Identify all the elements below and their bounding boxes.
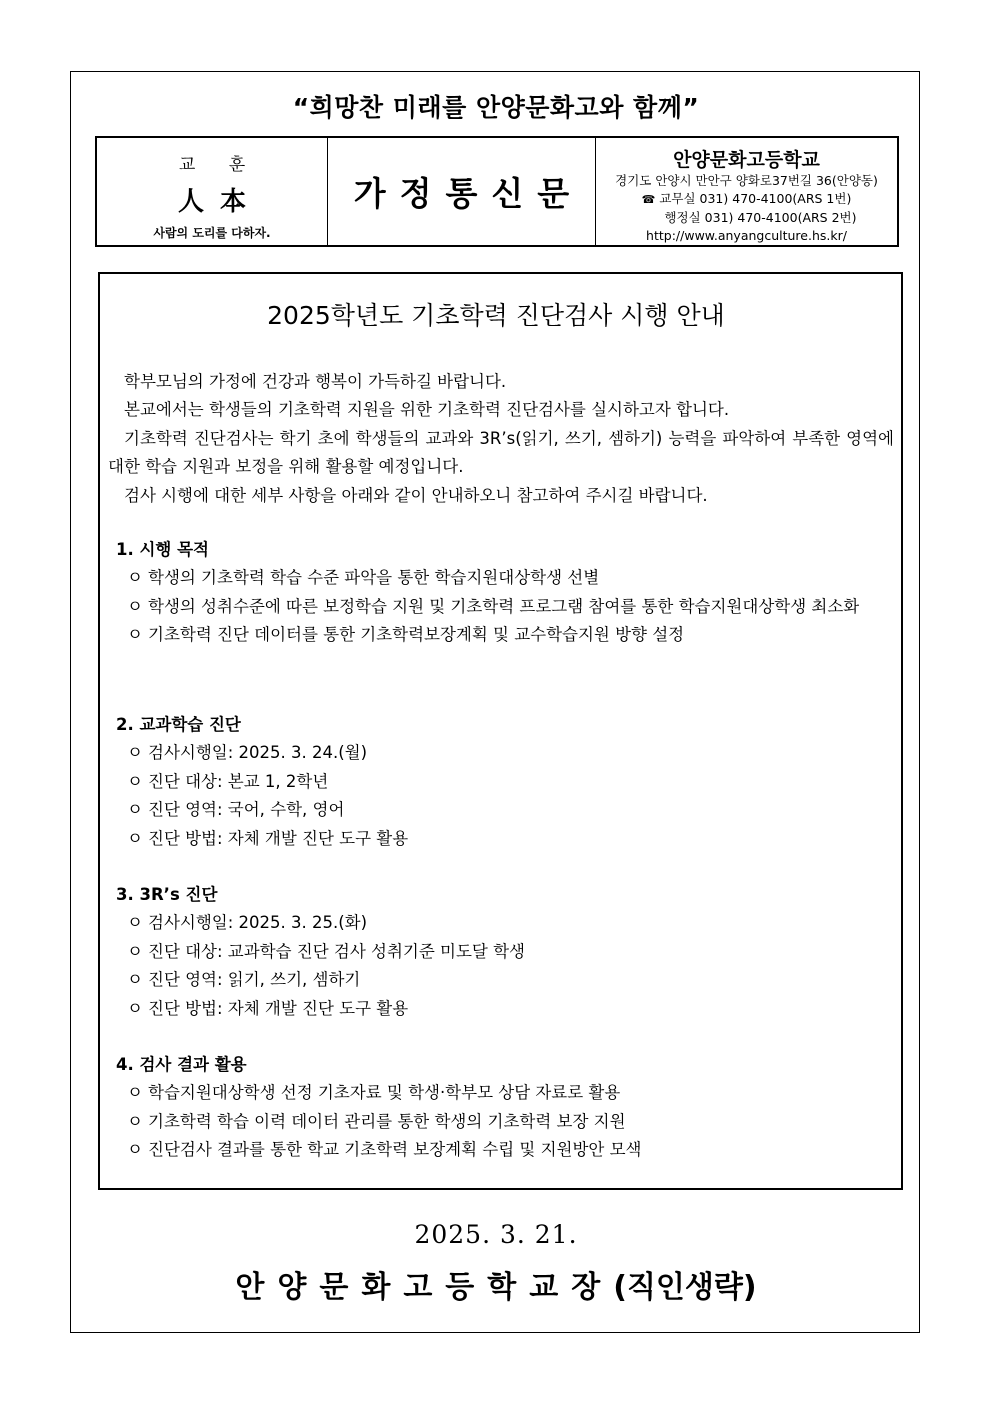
phone-teacher-line — [596, 190, 897, 209]
bullet-icon: ㅇ — [127, 771, 143, 791]
intro-paragraphs — [108, 368, 894, 510]
section-subject-test — [108, 711, 894, 853]
bullet-icon: ㅇ — [127, 625, 143, 645]
bullet-icon: ㅇ — [127, 1111, 143, 1131]
bullet-icon: ㅇ — [127, 800, 143, 820]
school-info-cell — [596, 138, 897, 245]
bullet-icon: ㅇ — [127, 913, 143, 933]
letterhead — [95, 136, 899, 247]
document-title: 2025학년도 기초학력 진단검사 시행 안내 — [267, 301, 725, 330]
list-item: ㅇ 검사시행일: 2025. 3. 24.(월) — [108, 739, 894, 767]
intro-line: 기초학력 진단검사는 학기 초에 학생들의 교과와 3R’s(읽기, 쓰기, 셈하기) 능력을 파악하여 부족한 영역에 대한 학습 지원과 보정을 위해 활용할 예정입니다. — [108, 428, 894, 477]
section-heading: 3. 3R’s 진단 — [116, 885, 218, 904]
list-item: ㅇ 검사시행일: 2025. 3. 25.(화) — [108, 909, 894, 937]
list-item: ㅇ 진단 영역: 읽기, 쓰기, 셈하기 — [108, 966, 894, 994]
bullet-icon: ㅇ — [127, 743, 143, 763]
signer-name: 안양문화고등학교장 — [235, 1270, 614, 1305]
bullet-icon: ㅇ — [127, 998, 143, 1018]
motto-main: 人本 — [177, 187, 262, 217]
section-3rs-test — [108, 881, 894, 1023]
intro-line: 학부모님의 가정에 건강과 행복이 가득하길 바랍니다. — [124, 372, 507, 391]
newsletter-title: 가정통신문 — [353, 174, 584, 213]
bullet-icon: ㅇ — [127, 1140, 143, 1160]
list-item: ㅇ 기초학력 학습 이력 데이터 관리를 통한 학생의 기초학력 보장 지원 — [108, 1108, 894, 1136]
list-item: ㅇ 진단 방법: 자체 개발 진단 도구 활용 — [108, 995, 894, 1023]
bullet-icon: ㅇ — [127, 970, 143, 990]
list-item: ㅇ 기초학력 진단 데이터를 통한 기초학력보장계획 및 교수학습지원 방향 설정 — [108, 621, 894, 649]
school-website-link[interactable]: http://www.anyangculture.hs.kr/ — [646, 228, 847, 243]
phone-teacher: 교무실 031) 470-4100(ARS 1번) — [659, 191, 852, 206]
list-item: ㅇ 진단 대상: 교과학습 진단 검사 성취기준 미도달 학생 — [108, 938, 894, 966]
list-item: ㅇ 진단검사 결과를 통한 학교 기초학력 보장계획 수립 및 지원방안 모색 — [108, 1136, 894, 1164]
motto-subtitle: 사람의 도리를 다하자. — [153, 226, 271, 240]
list-item: ㅇ 진단 대상: 본교 1, 2학년 — [108, 768, 894, 796]
phone-admin: 행정실 031) 470-4100(ARS 2번) — [664, 210, 857, 225]
section-heading: 1. 시행 목적 — [116, 540, 209, 559]
list-item: ㅇ 학생의 기초학력 학습 수준 파악을 통한 학습지원대상학생 선별 — [108, 564, 894, 592]
list-item: ㅇ 진단 영역: 국어, 수학, 영어 — [108, 796, 894, 824]
motto-label: 교 훈 — [178, 155, 260, 175]
section-purpose — [108, 536, 894, 650]
bullet-icon: ㅇ — [127, 596, 143, 616]
list-item: ㅇ 진단 방법: 자체 개발 진단 도구 활용 — [108, 825, 894, 853]
signer — [0, 1262, 992, 1306]
school-name: 안양문화고등학교 — [673, 149, 820, 171]
school-address: 경기도 안양시 만안구 양화로37번길 36(안양동) — [615, 173, 878, 188]
phone-icon: ☎ — [641, 193, 656, 206]
section-result-use — [108, 1051, 894, 1165]
title-cell — [328, 138, 596, 245]
bullet-icon: ㅇ — [127, 568, 143, 588]
section-heading: 2. 교과학습 진단 — [116, 715, 241, 734]
school-slogan: “희망찬 미래를 안양문화고와 함께” — [292, 93, 700, 122]
seal-note: (직인생략) — [613, 1270, 757, 1305]
list-item: ㅇ 학습지원대상학생 선정 기초자료 및 학생·학부모 상담 자료로 활용 — [108, 1079, 894, 1107]
list-item: ㅇ 학생의 성취수준에 따른 보정학습 지원 및 기초학력 프로그램 참여를 통한 학습지원대상학생 최소화 — [108, 593, 894, 621]
intro-line: 검사 시행에 대한 세부 사항을 아래와 같이 안내하오니 참고하여 주시길 바랍니다. — [124, 485, 708, 505]
bullet-icon: ㅇ — [127, 1083, 143, 1103]
bullet-icon: ㅇ — [127, 941, 143, 961]
intro-line: 본교에서는 학생들의 기초학력 지원을 위한 기초학력 진단검사를 실시하고자 합니다. — [124, 400, 730, 420]
issue-date: 2025. 3. 21. — [414, 1220, 578, 1249]
motto-cell — [97, 138, 328, 245]
bullet-icon: ㅇ — [127, 828, 143, 848]
section-heading: 4. 검사 결과 활용 — [116, 1055, 247, 1074]
